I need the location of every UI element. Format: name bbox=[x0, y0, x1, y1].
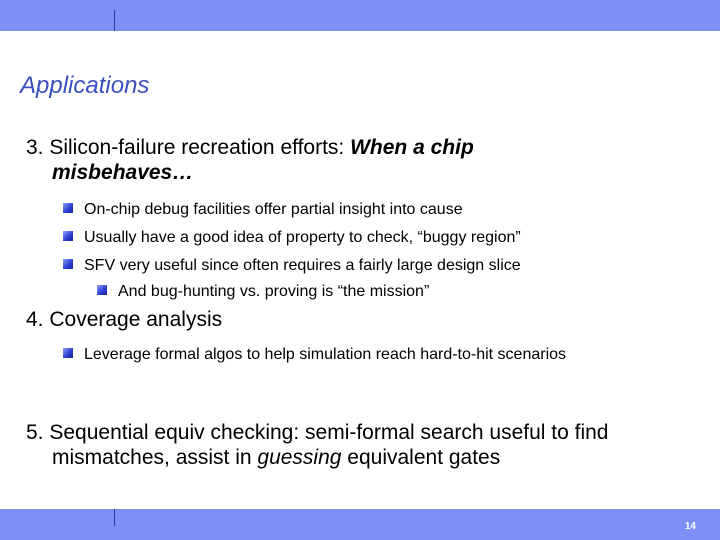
square-bullet-icon bbox=[63, 348, 73, 358]
sub-bullet-4-1 bbox=[63, 345, 566, 365]
item-4 bbox=[26, 307, 706, 332]
item-5-emphasis: guessing bbox=[257, 446, 342, 469]
sub-bullet-3-1 bbox=[63, 200, 463, 220]
sub-bullet-text: Usually have a good idea of property to check, “buggy region” bbox=[84, 229, 521, 246]
item-4-text: 4. Coverage analysis bbox=[26, 308, 223, 331]
square-bullet-icon bbox=[63, 259, 73, 269]
slide-title: Applications bbox=[20, 72, 150, 99]
page-number: 14 bbox=[684, 521, 696, 532]
item-3 bbox=[26, 135, 706, 185]
header-bar bbox=[0, 0, 720, 31]
square-bullet-icon bbox=[63, 203, 73, 213]
sub-sub-bullet-3-3-1 bbox=[97, 282, 429, 302]
item-5-line2-suffix: equivalent gates bbox=[341, 446, 501, 469]
footer-bar bbox=[0, 509, 720, 540]
sub-bullet-3-3 bbox=[63, 256, 521, 276]
sub-bullet-text: Leverage formal algos to help simulation reach hard-to-hit scenarios bbox=[84, 346, 567, 363]
sub-sub-bullet-text: And bug-hunting vs. proving is “the mission” bbox=[118, 283, 430, 300]
item-3-emphasis-continued: misbehaves… bbox=[52, 161, 194, 184]
header-divider bbox=[114, 10, 115, 31]
footer-divider bbox=[114, 509, 115, 526]
sub-bullet-text: On-chip debug facilities offer partial insight into cause bbox=[84, 201, 463, 218]
sub-bullet-3-2 bbox=[63, 228, 521, 248]
item-5 bbox=[26, 420, 706, 470]
item-5-text-continued bbox=[26, 445, 706, 470]
item-3-text: 3. Silicon-failure recreation efforts: bbox=[26, 136, 351, 159]
square-bullet-icon bbox=[97, 285, 107, 295]
item-5-text: 5. Sequential equiv checking: semi-formal search useful to find bbox=[26, 421, 609, 444]
square-bullet-icon bbox=[63, 231, 73, 241]
sub-bullet-text: SFV very useful since often requires a fairly large design slice bbox=[84, 257, 521, 274]
item-3-emphasis: When a chip bbox=[350, 136, 474, 159]
item-5-line2-prefix: mismatches, assist in bbox=[52, 446, 258, 469]
